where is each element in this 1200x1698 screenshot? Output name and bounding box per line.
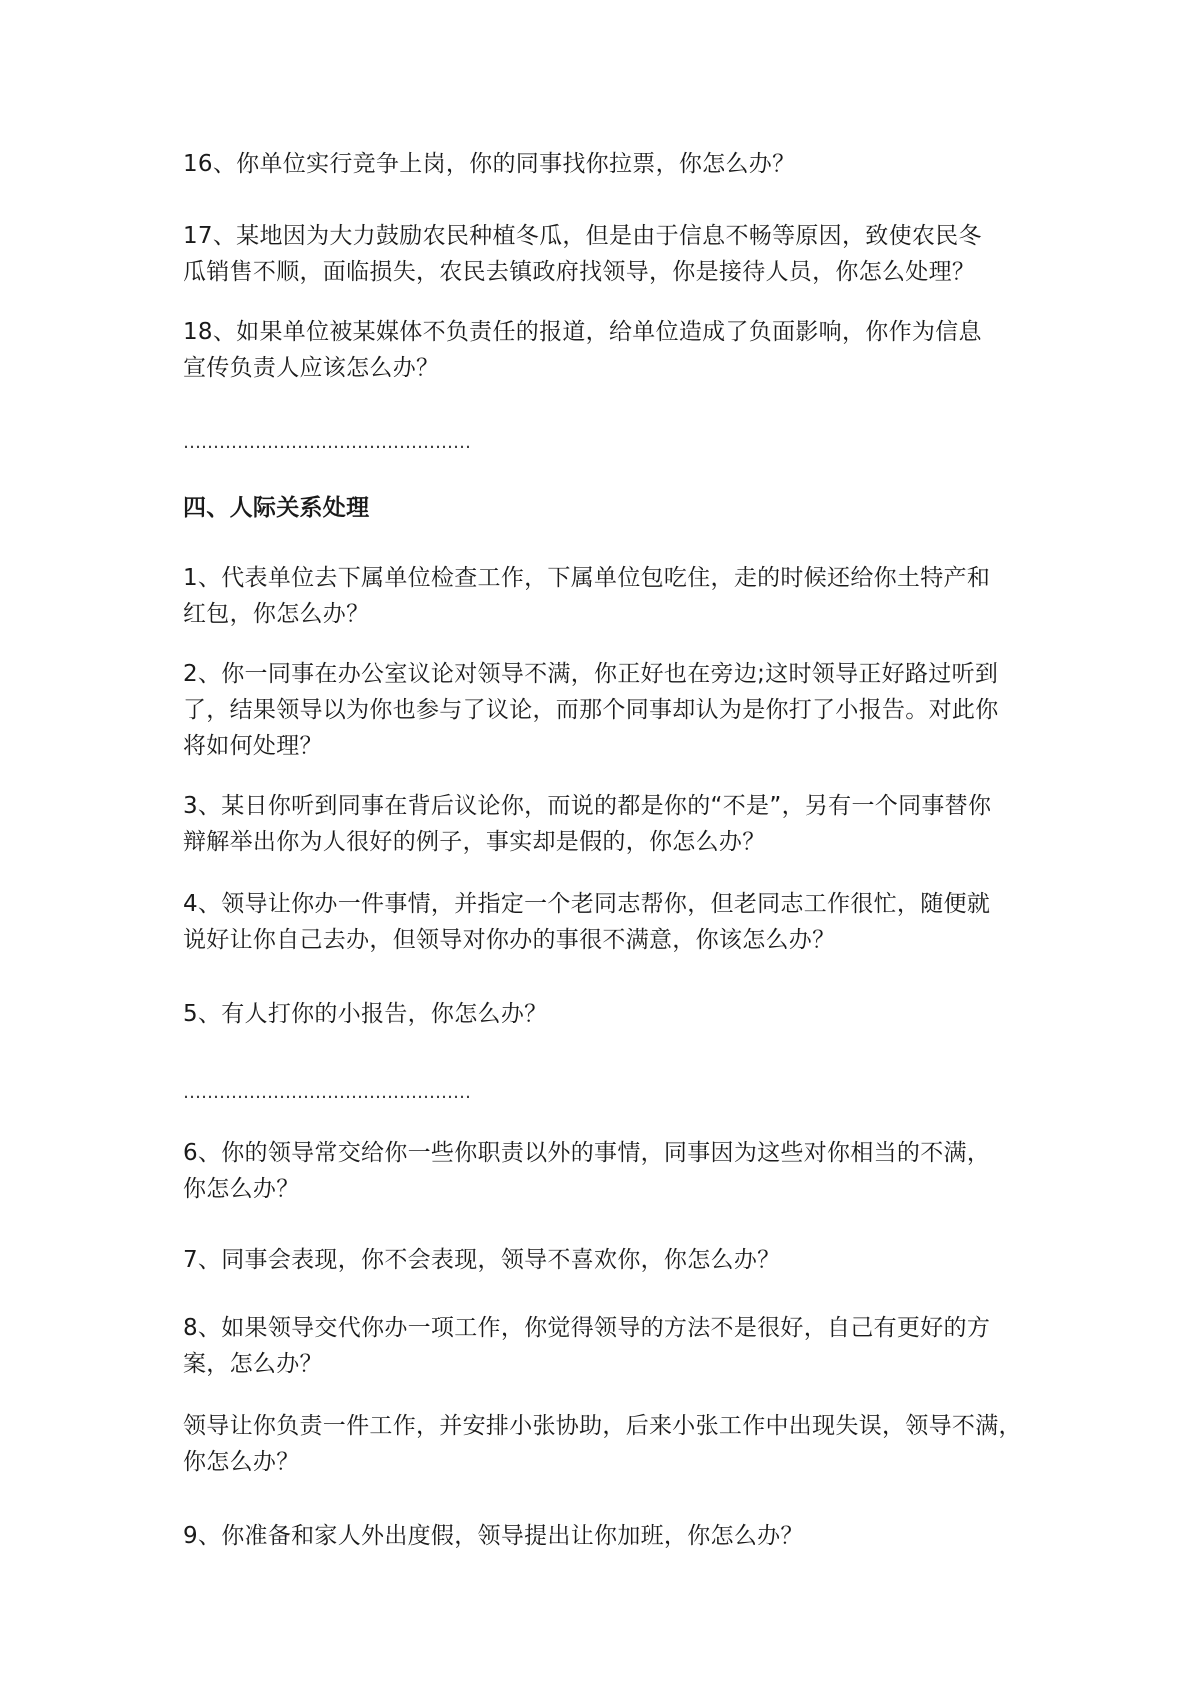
dotted-line: ………………………………………… [183,432,471,453]
text-line: 1、代表单位去下属单位检查工作，下属单位包吃住，走的时候还给你土特产和 [183,565,991,591]
text-line: 8、如果领导交代你办一项工作，你觉得领导的方法不是很好，自己有更好的方 [183,1315,991,1341]
text-line: 6、你的领导常交给你一些你职责以外的事情，同事因为这些对你相当的不满， [183,1140,991,1166]
ellipsis-separator [183,425,1033,461]
question-16 [183,146,1033,182]
text-line: 你怎么办？ [183,1176,300,1202]
text-line: 辩解举出你为人很好的例子，事实却是假的，你怎么办？ [183,829,766,855]
question-9 [183,1518,1033,1554]
text-line: 了，结果领导以为你也参与了议论，而那个同事却认为是你打了小报告。对此你 [183,697,999,723]
question-7 [183,1242,1033,1278]
text-line: 红包，你怎么办？ [183,601,370,627]
text-line: 领导让你负责一件工作，并安排小张协助，后来小张工作中出现失误，领导不满， [183,1413,1022,1439]
text-line: 18、如果单位被某媒体不负责任的报道，给单位造成了负面影响，你作为信息 [183,319,982,345]
text-line: 3、某日你听到同事在背后议论你，而说的都是你的“不是”，另有一个同事替你 [183,793,992,819]
text-line: 5、有人打你的小报告，你怎么办？ [183,1001,548,1027]
text-line: 说好让你自己去办，但领导对你办的事很不满意，你该怎么办？ [183,927,836,953]
text-line: 17、某地因为大力鼓励农民种植冬瓜，但是由于信息不畅等原因，致使农民冬 [183,223,982,249]
text-line: 2、你一同事在办公室议论对领导不满，你正好也在旁边;这时领导正好路过听到 [183,661,999,687]
question-3 [183,788,1033,860]
text-line: 宣传负责人应该怎么办？ [183,355,440,381]
section-heading [183,490,1033,526]
question-5 [183,996,1033,1032]
dotted-line: ………………………………………… [183,1082,471,1103]
question-6 [183,1135,1033,1207]
text-line: 你怎么办？ [183,1449,300,1475]
text-line: 16、你单位实行竞争上岗，你的同事找你拉票，你怎么办？ [183,151,796,177]
text-line: 4、领导让你办一件事情，并指定一个老同志帮你，但老同志工作很忙，随便就 [183,891,991,917]
text-line: 瓜销售不顺，面临损失，农民去镇政府找领导，你是接待人员，你怎么处理？ [183,259,976,285]
question-1 [183,560,1033,632]
question-18 [183,314,1033,386]
question-unnumbered [183,1408,1033,1480]
ellipsis-separator [183,1075,1033,1111]
text-line: 将如何处理？ [183,733,323,759]
text-line: 案，怎么办？ [183,1351,323,1377]
question-8 [183,1310,1033,1382]
text-line: 7、同事会表现，你不会表现，领导不喜欢你，你怎么办？ [183,1247,781,1273]
text-line: 9、你准备和家人外出度假，领导提出让你加班，你怎么办？ [183,1523,804,1549]
question-17 [183,218,1033,290]
question-4 [183,886,1033,958]
question-2 [183,656,1033,764]
heading-text: 四、人际关系处理 [183,495,370,521]
